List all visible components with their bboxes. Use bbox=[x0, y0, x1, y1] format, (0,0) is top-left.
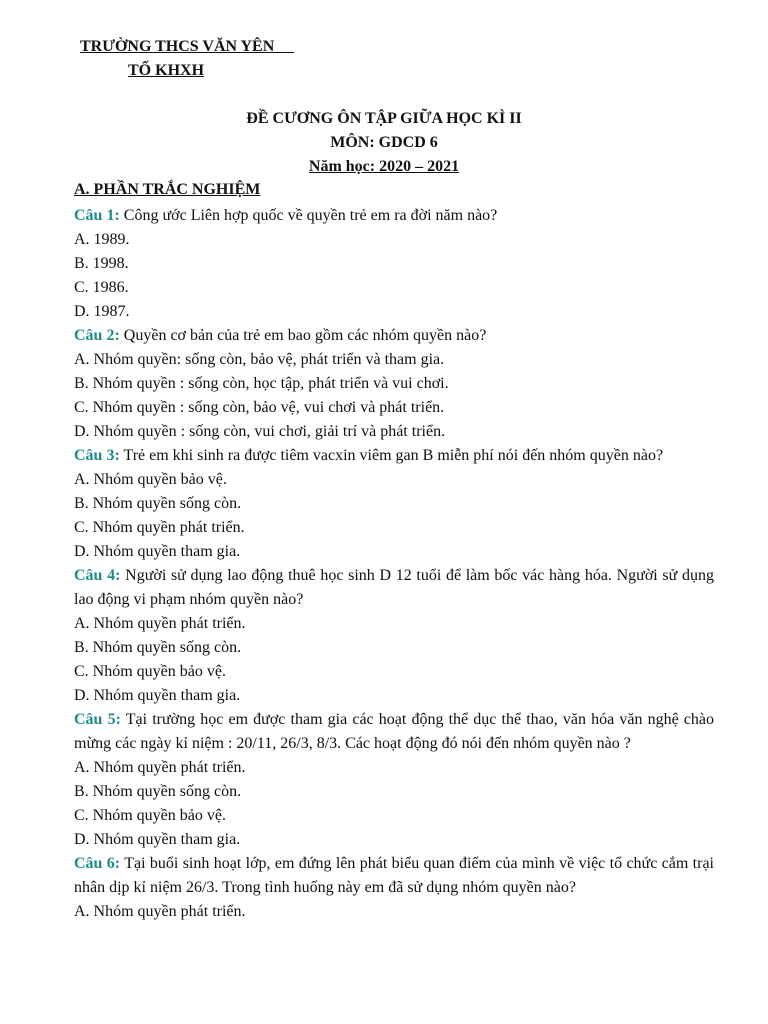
answer-option: C. 1986. bbox=[74, 279, 129, 296]
question-prompt: Quyền cơ bản của trẻ em bao gồm các nhóm quyền nào? bbox=[119, 327, 487, 344]
answer-option: D. Nhóm quyền tham gia. bbox=[74, 687, 241, 704]
question-block bbox=[74, 564, 714, 708]
question-text bbox=[74, 564, 714, 612]
section-heading: A. PHẦN TRẮC NGHIỆM bbox=[74, 181, 261, 198]
answer-option: A. Nhóm quyền bảo vệ. bbox=[74, 471, 227, 488]
answer-option: B. Nhóm quyền sống còn. bbox=[74, 783, 242, 800]
question-text bbox=[74, 204, 714, 228]
answer-option: C. Nhóm quyền phát triển. bbox=[74, 519, 245, 536]
school-year: Năm học: 2020 – 2021 bbox=[308, 158, 460, 175]
question-prompt: Tại trường học em được tham gia các hoạt động thể dục thể thao, văn hóa văn nghệ chào mừng các ngày kỉ niệm : 20/11, 26/3, 8/3. Các hoạt động đó nói đến nhóm quyền nào ? bbox=[74, 711, 715, 752]
answer-option: B. Nhóm quyền sống còn. bbox=[74, 639, 242, 656]
question-text bbox=[74, 444, 714, 468]
question-block bbox=[74, 444, 714, 564]
subject-title: MÔN: GDCD 6 bbox=[330, 134, 438, 151]
answer-option: A. Nhóm quyền: sống còn, bảo vệ, phát triển và tham gia. bbox=[74, 351, 445, 368]
answer-option: D. 1987. bbox=[74, 303, 130, 320]
question-block bbox=[74, 708, 714, 852]
question-label: Câu 4: bbox=[74, 567, 121, 584]
question-text bbox=[74, 708, 714, 756]
answer-option: B. Nhóm quyền sống còn. bbox=[74, 495, 242, 512]
school-name: TRƯỜNG THCS VĂN YÊN bbox=[80, 38, 295, 55]
answer-option: C. Nhóm quyền : sống còn, bảo vệ, vui chơi và phát triển. bbox=[74, 399, 445, 416]
question-prompt: Người sử dụng lao động thuê học sinh D 12 tuổi để làm bốc vác hàng hóa. Người sử dụng lao động vi phạm nhóm quyền nào? bbox=[74, 567, 715, 608]
question-label: Câu 5: bbox=[74, 711, 121, 728]
department-name: TỔ KHXH bbox=[128, 62, 205, 79]
question-label: Câu 2: bbox=[74, 327, 120, 344]
questions-list bbox=[74, 204, 714, 924]
answer-option: A. Nhóm quyền phát triển. bbox=[74, 903, 246, 920]
answer-option: D. Nhóm quyền tham gia. bbox=[74, 543, 241, 560]
question-text bbox=[74, 852, 714, 900]
question-prompt: Trẻ em khi sinh ra được tiêm vacxin viêm gan B miễn phí nói đến nhóm quyền nào? bbox=[119, 447, 664, 464]
question-block bbox=[74, 852, 714, 924]
document-title: ĐỀ CƯƠNG ÔN TẬP GIỮA HỌC KÌ II bbox=[246, 110, 522, 127]
question-prompt: Tại buổi sinh hoạt lớp, em đứng lên phát biểu quan điểm của mình về việc tổ chức cắm trại nhân dịp kỉ niệm 26/3. Trong tình huống này em đã sử dụng nhóm quyền nào? bbox=[74, 855, 715, 896]
answer-option: B. Nhóm quyền : sống còn, học tập, phát triển và vui chơi. bbox=[74, 375, 449, 392]
question-label: Câu 3: bbox=[74, 447, 120, 464]
answer-option: D. Nhóm quyền tham gia. bbox=[74, 831, 241, 848]
question-block bbox=[74, 324, 714, 444]
question-label: Câu 1: bbox=[74, 207, 120, 224]
answer-option: C. Nhóm quyền bảo vệ. bbox=[74, 807, 226, 824]
answer-option: A. Nhóm quyền phát triển. bbox=[74, 615, 246, 632]
answer-option: D. Nhóm quyền : sống còn, vui chơi, giải trí và phát triển. bbox=[74, 423, 446, 440]
question-text bbox=[74, 324, 714, 348]
answer-option: B. 1998. bbox=[74, 255, 129, 272]
answer-option: C. Nhóm quyền bảo vệ. bbox=[74, 663, 226, 680]
answer-option: A. Nhóm quyền phát triển. bbox=[74, 759, 246, 776]
question-prompt: Công ước Liên hợp quốc về quyền trẻ em ra đời năm nào? bbox=[119, 207, 498, 224]
question-label: Câu 6: bbox=[74, 855, 121, 872]
question-block bbox=[74, 204, 714, 324]
answer-option: A. 1989. bbox=[74, 231, 130, 248]
